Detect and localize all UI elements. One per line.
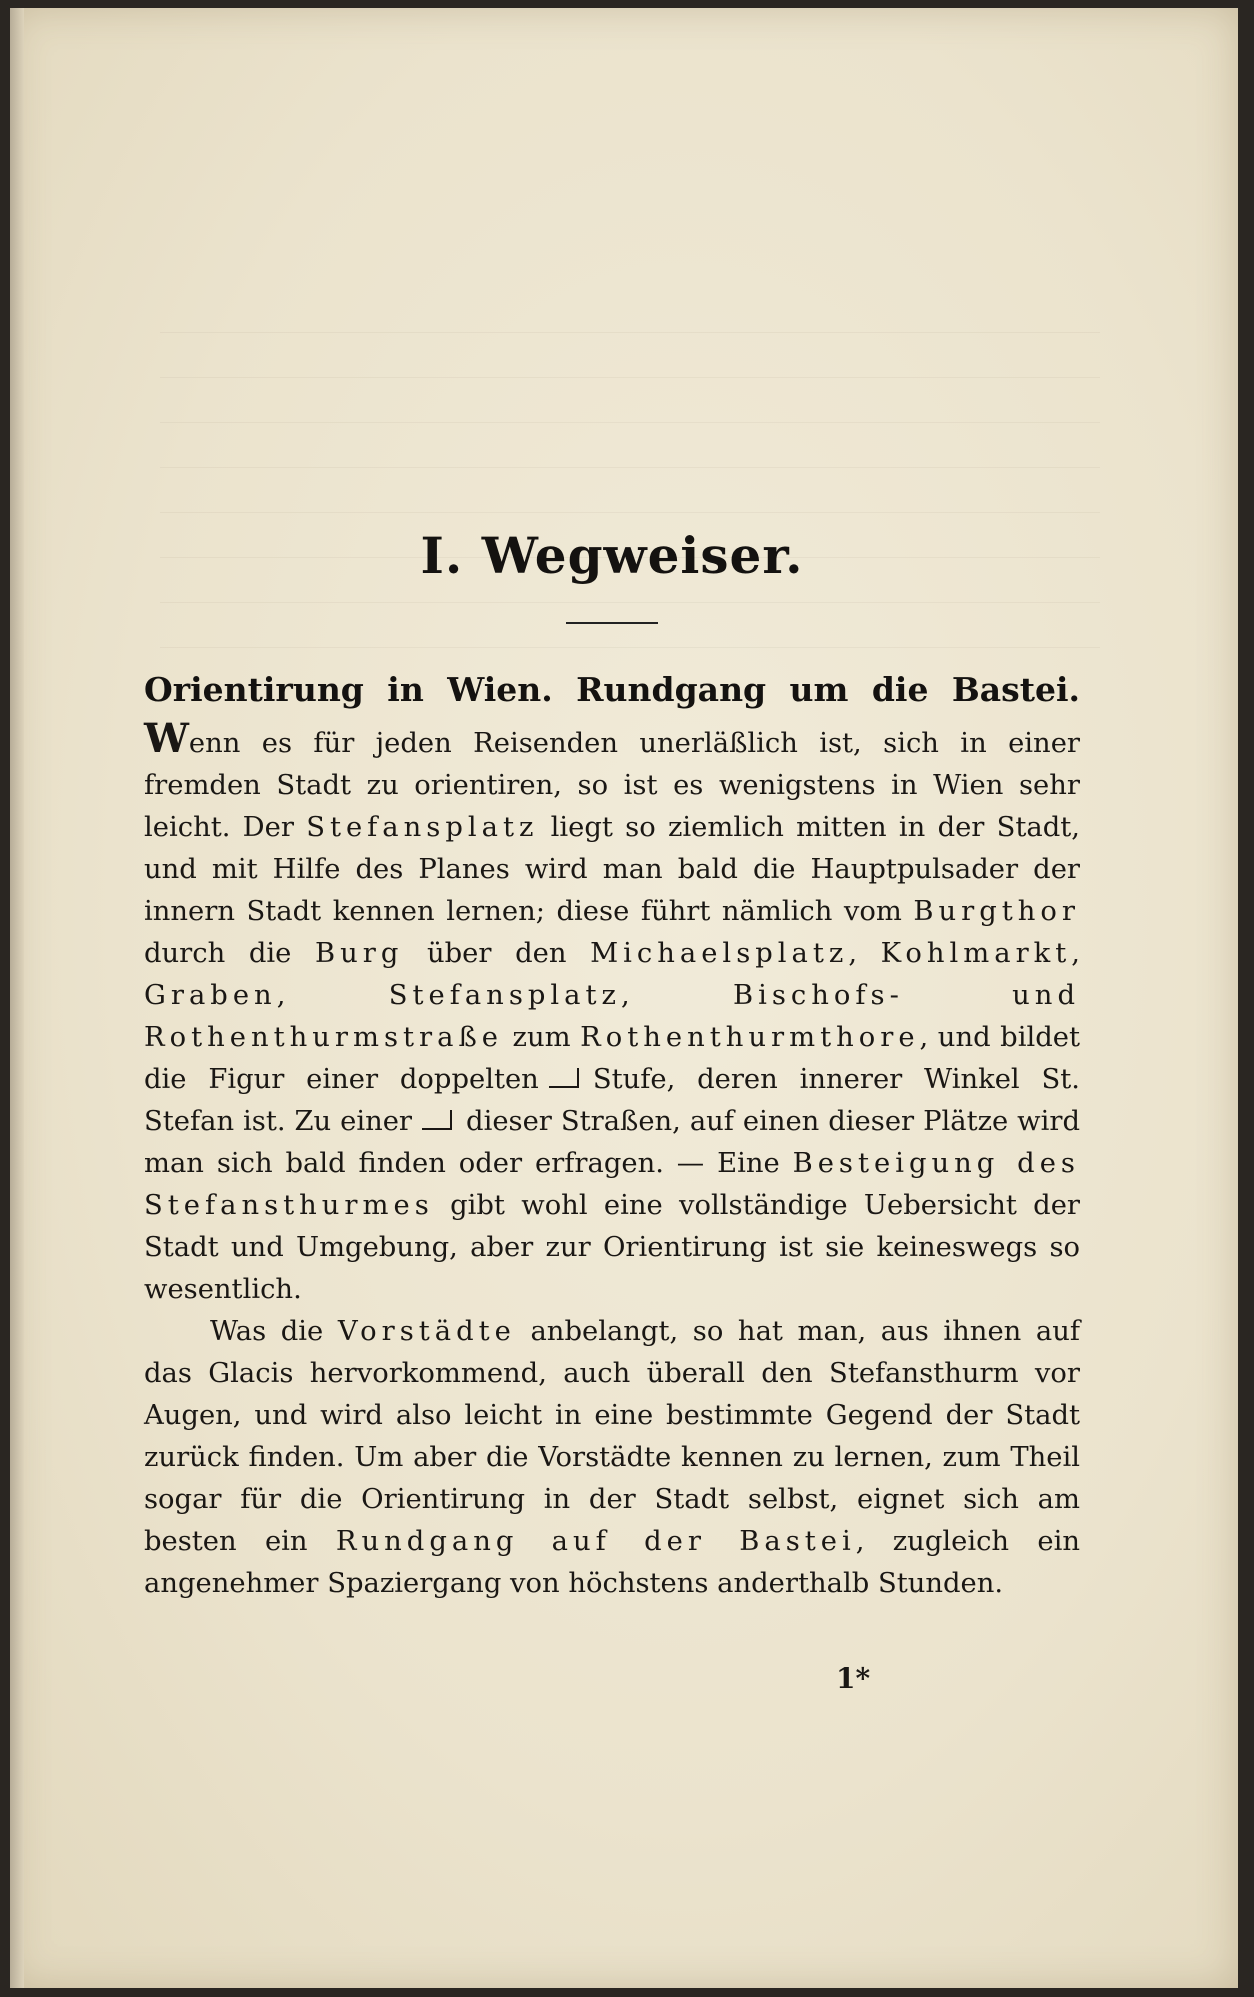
step-figure-icon [549, 1068, 579, 1088]
spaced-term: Bischofs- und Rothenthurmstraße [144, 980, 1080, 1053]
signature-mark: 1* [836, 1662, 871, 1695]
paragraph-1: Wenn es für jeden Reisenden unerläßlich ist, sich in einer fremden Stadt zu orientiren, so ist es wenigstens in Wien sehr leicht. Der Stefansplatz liegt so ziemlich mitten in der Stadt, und mit Hilfe des Planes wird man bald die Hauptpulsader der innern Stadt kennen lernen; diese führt nämlich vom Burgthor durch die Burg über den Michaelsplatz, Kohlmarkt, Graben, Stefansplatz, Bischofs- und Rothenthurmstraße zum Rothenthurmthore, und bildet die Figur einer doppelten Stufe, deren innerer Winkel St. Stefan ist. Zu einer dieser Straßen, auf einen dieser Plätze wird man sich bald finden oder erfragen. — Eine Besteigung des Stefansthurmes gibt wohl eine vollständige Uebersicht der Stadt und Umgebung, aber zur Orientirung ist sie keineswegs so wesentlich. [144, 715, 1081, 1305]
drop-cap: W [144, 715, 189, 762]
title-rule [566, 622, 658, 624]
spaced-term: Kohlmarkt [880, 938, 1072, 969]
spaced-term: Besteigung des Stefansthurmes [144, 1148, 1080, 1221]
spaced-term: Graben [144, 980, 277, 1011]
spaced-term: Stefansplatz [306, 812, 539, 843]
book-page [10, 8, 1238, 1988]
spaced-term: Stefansplatz [388, 980, 621, 1011]
spaced-term: Vorstädte [337, 1316, 516, 1347]
page-spine-shadow [10, 8, 24, 1988]
spaced-term: Rothenthurmthore [580, 1022, 920, 1053]
step-figure-icon [422, 1110, 452, 1130]
section-heading: Orientirung in Wien. Rundgang um die Bastei. [144, 670, 1080, 709]
paragraph-2: Was die Vorstädte anbelangt, so hat man, aus ihnen auf das Glacis hervorkommend, auch überall den Stefansthurm vor Augen, und wird also leicht in eine bestimmte Gegend der Stadt zurück finden. Um aber die Vorstädte kennen zu lernen, zum Theil sogar für die Orientirung in der Stadt selbst, eignet sich am besten ein Rundgang auf der Bastei, zugleich ein angenehmer Spaziergang von höchstens anderthalb Stunden. [144, 1316, 1081, 1599]
chapter-title: I. Wegweiser. [420, 526, 804, 585]
spaced-term: Rundgang auf der Bastei [335, 1526, 856, 1557]
page-content [144, 526, 1080, 1605]
spaced-term: Burgthor [913, 896, 1080, 927]
spaced-term: Burg [314, 938, 404, 969]
spaced-term: Michaelsplatz [590, 938, 849, 969]
